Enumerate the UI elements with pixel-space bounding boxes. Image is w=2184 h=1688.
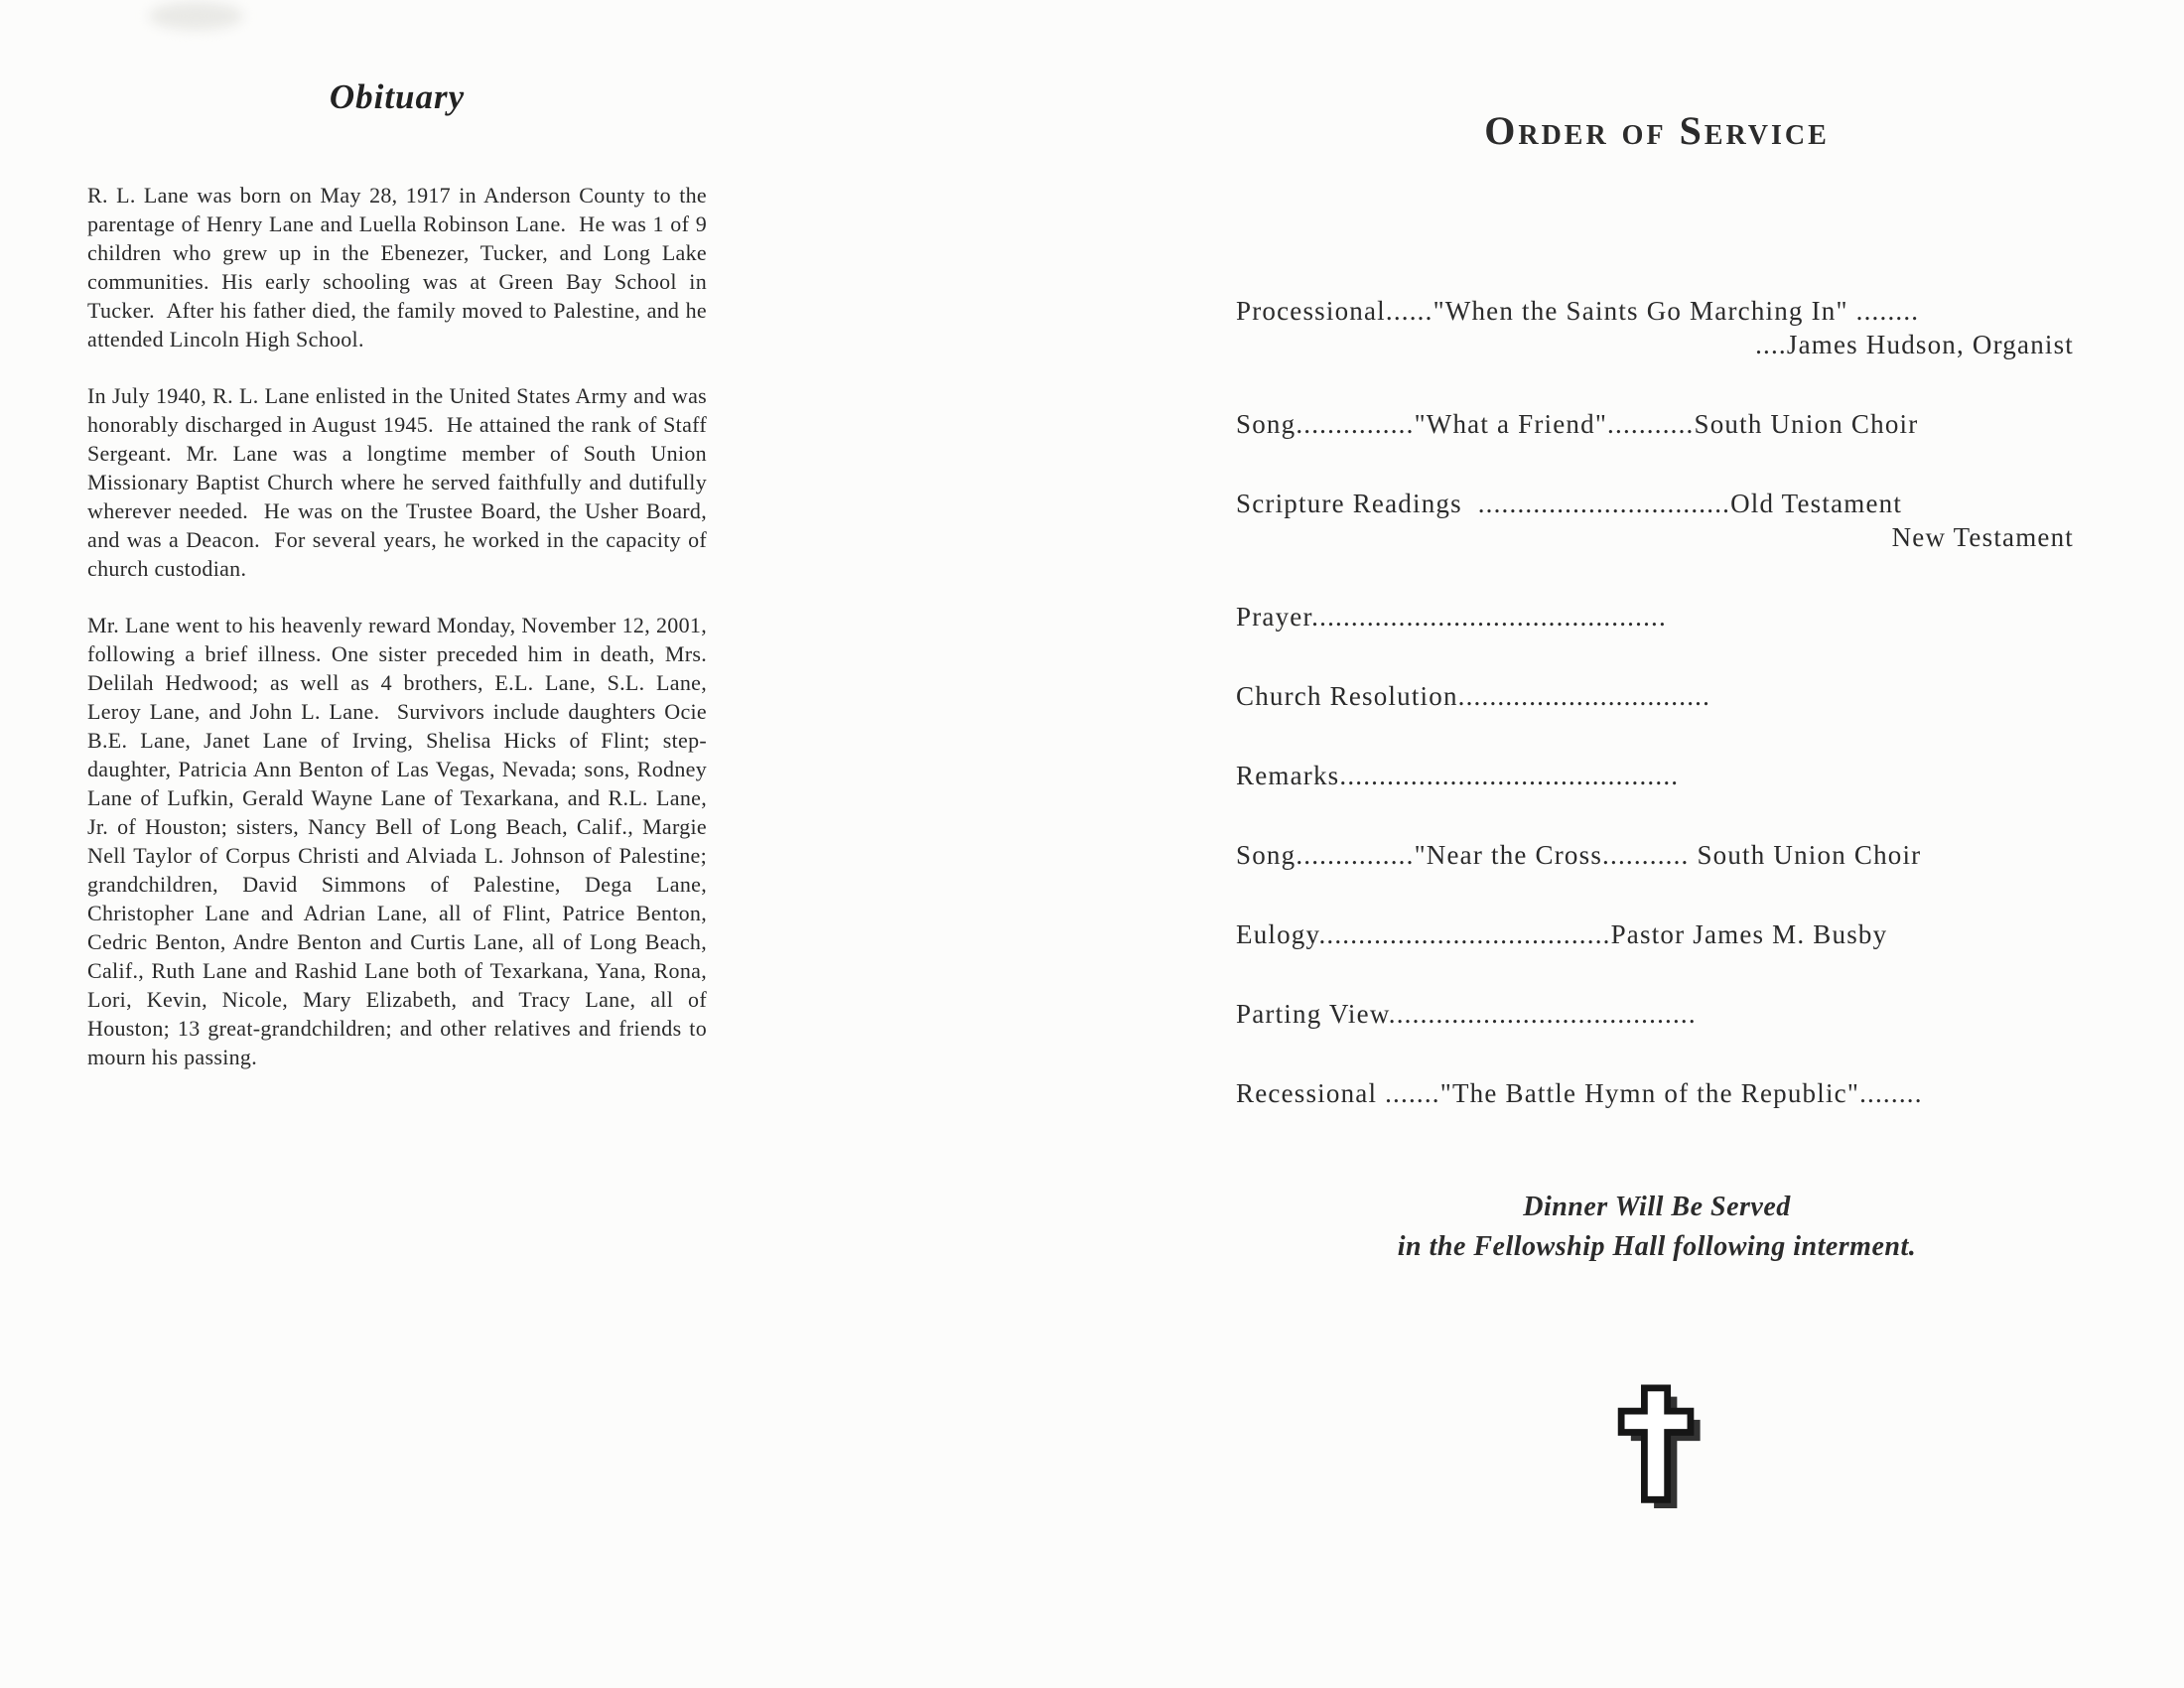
order-item-line: Scripture Readings ................................Old Testament [1236, 489, 1903, 518]
order-item-remarks [1236, 759, 2078, 792]
dinner-note-line2: in the Fellowship Hall following interment. [1397, 1231, 1917, 1262]
obituary-paragraph-birth: R. L. Lane was born on May 28, 1917 in Anderson County to the parentage of Henry Lane and Luella Robinson Lane. He was 1 of 9 children who grew up in the Ebenezer, Tucker, and Long Lake communities. His early schooling was at Green Bay School in Tucker. After his father died, the family moved to Palestine, and he attended Lincoln High School. [87, 183, 713, 352]
obituary-paragraph-life: In July 1940, R. L. Lane enlisted in the United States Army and was honorably discharged in August 1945. He attained the rank of Staff Sergeant. Mr. Lane was a longtime member of South Union Missionary Baptist Church where he served faithfully and dutifully wherever needed. He was on the Trustee Board, the Usher Board, and was a Deacon. For several years, he worked in the capacity of church custodian. [87, 383, 713, 581]
order-item-song-what-a-friend [1236, 407, 2078, 441]
order-of-service-title: Order of Service [1484, 108, 1830, 153]
order-of-service-page [1236, 107, 2078, 1514]
scan-smudge [149, 2, 243, 30]
order-item-parting-view [1236, 997, 2078, 1031]
obituary-page [87, 77, 713, 1099]
order-item-recessional [1236, 1076, 2078, 1110]
order-item-line: Church Resolution................................ [1236, 681, 1711, 711]
order-item-line: Remarks........................................... [1236, 761, 1680, 790]
obituary-title: Obituary [329, 77, 466, 116]
order-item-prayer [1236, 600, 2078, 633]
order-item-subline: ....James Hudson, Organist [1755, 330, 2074, 359]
order-item-line: Recessional ......."The Battle Hymn of the Republic"........ [1236, 1078, 1923, 1108]
obituary-paragraph-survivors: Mr. Lane went to his heavenly reward Monday, November 12, 2001, following a brief illness. One sister preceded him in death, Mrs. Delilah Hedwood; as well as 4 brothers, E.L. Lane, S.L. Lane, Leroy Lane, and John L. Lane. Survivors include daughters Ocie B.E. Lane, Janet Lane of Irving, Shelisa Hicks of Flint; step-daughter, Patricia Ann Benton of Las Vegas, Nevada; sons, Rodney Lane of Lufkin, Gerald Wayne Lane of Texarkana, and R.L. Lane, Jr. of Houston; sisters, Nancy Bell of Long Beach, Calif., Margie Nell Taylor of Corpus Christi and Alviada L. Johnson of Palestine; grandchildren, David Simmons of Palestine, Dega Lane, Christopher Lane and Adrian Lane, all of Flint, Patrice Benton, Cedric Benton, Andre Benton and Curtis Lane, all of Long Beach, Calif., Ruth Lane and Rashid Lane both of Texarkana, Yana, Rona, Lori, Kevin, Nicole, Mary Elizabeth, and Tracy Lane, all of Houston; 13 great-grandchildren; and other relatives and friends to mourn his passing. [87, 613, 713, 1069]
order-item-line: Song..............."What a Friend"...........South Union Choir [1236, 409, 1919, 439]
cross-icon [1236, 1384, 2078, 1514]
order-item-eulogy [1236, 917, 2078, 951]
order-item-scripture-readings [1236, 487, 2078, 554]
order-item-line: Song..............."Near the Cross........... South Union Choir [1236, 840, 1922, 870]
order-item-song-near-the-cross [1236, 838, 2078, 872]
cross-outline [1621, 1388, 1691, 1499]
order-item-line: Eulogy.....................................Pastor James M. Busby [1236, 919, 1888, 949]
dinner-note-line1: Dinner Will Be Served [1523, 1192, 1791, 1222]
order-item-line: Prayer............................................. [1236, 602, 1667, 632]
order-item-church-resolution [1236, 679, 2078, 713]
order-item-line: Processional......"When the Saints Go Marching In" ........ [1236, 296, 1920, 326]
order-item-line: Parting View....................................... [1236, 999, 1697, 1029]
dinner-note [1236, 1188, 2078, 1267]
order-item-processional [1236, 294, 2078, 361]
order-of-service-list [1236, 294, 2078, 1110]
order-item-subline: New Testament [1891, 522, 2074, 552]
